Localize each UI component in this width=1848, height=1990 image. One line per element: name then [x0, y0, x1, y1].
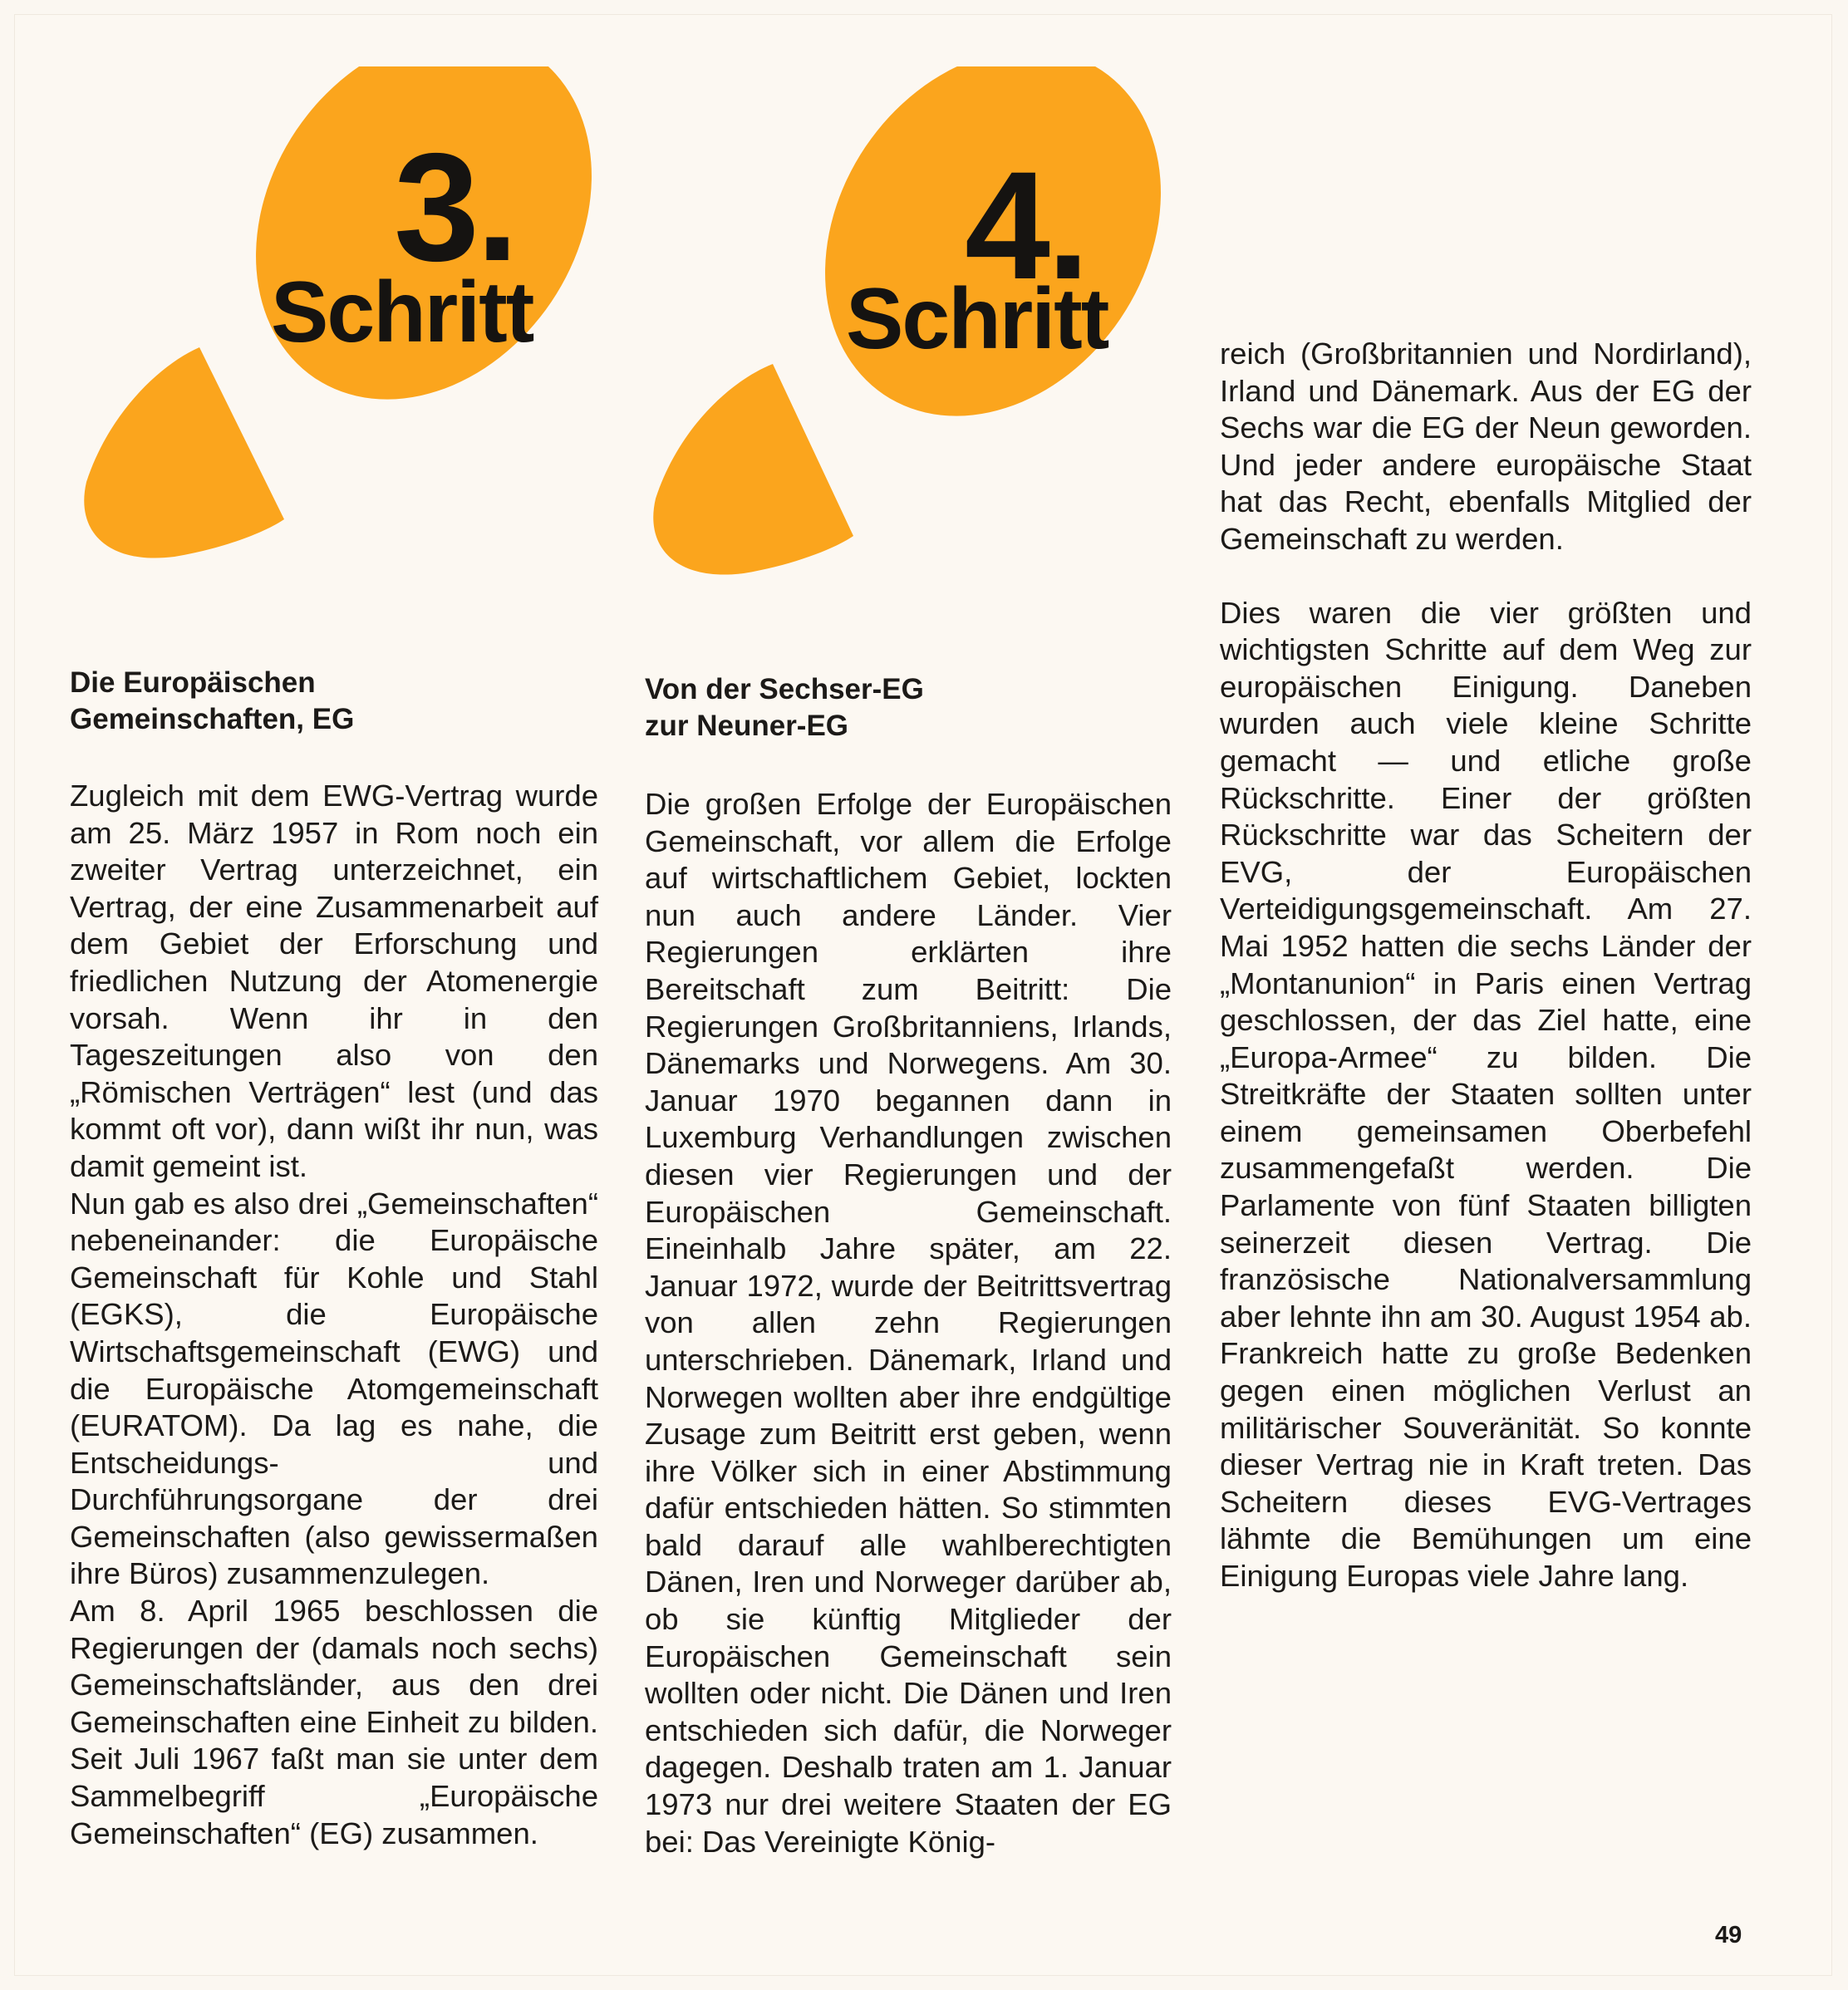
footprint-emblem-4	[644, 66, 1209, 582]
section-heading-neuner-eg	[645, 671, 1160, 744]
page-number: 49	[1715, 1922, 1742, 1948]
footprint-emblem-3	[75, 66, 640, 565]
heading-line: Von der Sechser-EG	[645, 673, 924, 705]
step-word: Schritt	[271, 264, 533, 361]
step-number: 3.	[394, 122, 516, 293]
paragraph: reich (Großbritannien und Nordirland), Irland und Dänemark. Aus der EG der Sechs war die EG der Neun geworden. Und jeder andere europäische Staat hat das Recht, ebenfalls Mitglied der Gemeinschaft zu werden.	[1220, 337, 1752, 556]
heading-line: Die Europäischen	[70, 666, 316, 699]
step-word: Schritt	[846, 271, 1108, 367]
column-middle	[645, 786, 1172, 1860]
heading-line: zur Neuner-EG	[645, 710, 849, 742]
paragraph: Die großen Erfolge der Europäischen Gemeinschaft, vor allem die Erfolge auf wirtschaftlichem Gebiet, lockten nun auch andere Länder. Vier Regierungen erklärten ihre Bereitschaft zum Beitritt: Die Regierungen Großbritanniens, Irlands, Dänemarks und Norwegens. Am 30. Januar 1970 begannen dann in Luxemburg Verhandlungen zwischen diesen vier Regierungen und der Europäischen Gemeinschaft. Eineinhalb Jahre später, am 22. Januar 1972, wurde der Beitrittsvertrag von allen zehn Regierungen unterschrieben. Dänemark, Irland und Norwegen wollten aber ihre endgültige Zusage zum Beitritt erst geben, wenn ihre Völker sich in einer Abstimmung dafür entschieden hätten. So stimmten bald darauf alle wahlberechtigten Dänen, Iren und Norweger darüber ab, ob sie künftig Mitglieder der Europäischen Gemeinschaft sein wollten oder nicht. Die Dänen und Iren entschieden sich dafür, die Norweger dagegen. Deshalb traten am 1. Januar 1973 nur drei weitere Staaten der EG bei: Das Vereinigte König-	[645, 787, 1172, 1859]
paragraph: Nun gab es also drei „Gemeinschaften“ nebeneinander: die Europäische Gemeinschaft für Kohle und Stahl (EGKS), die Europäische Wirtschaftsgemeinschaft (EWG) und die Europäische Atomgemeinschaft (EURATOM). Da lag es nahe, die Entscheidungs- und Durchführungsorgane der drei Gemeinschaften (also gewissermaßen ihre Büros) zusammenzulegen.	[70, 1186, 598, 1591]
heading-line: Gemeinschaften, EG	[70, 703, 355, 735]
paragraph: Dies waren die vier größten und wichtigsten Schritte auf dem Weg zur europäischen Einigung. Daneben wurden auch viele kleine Schritte gemacht — und etliche große Rückschritte. Einer der größten Rückschritte war das Scheitern der EVG, der Europäischen Verteidigungsgemeinschaft. Am 27. Mai 1952 hatten die sechs Länder der „Montanunion“ in Paris einen Vertrag geschlossen, der das Ziel hatte, eine „Europa-Armee“ zu bilden. Die Streitkräfte der Staaten sollten unter einem gemeinsamen Oberbefehl zusammengefaßt werden. Die Parlamente von fünf Staaten billigten seinerzeit diesen Vertrag. Die französische Nationalversammlung aber lehnte ihn am 30. August 1954 ab. Frankreich hatte zu große Bedenken gegen einen möglichen Verlust an militärischer Souveränität. So konnte dieser Vertrag nie in Kraft treten. Das Scheitern dieses EVG-Vertrages lähmte die Bemühungen um eine Einigung Europas viele Jahre lang.	[1220, 595, 1752, 1593]
section-heading-eg	[70, 665, 585, 738]
paragraph: Zugleich mit dem EWG-Vertrag wurde am 25. März 1957 in Rom noch ein zweiter Vertrag unterzeichnet, ein Vertrag, der eine Zusammenarbeit auf dem Gebiet der Erforschung und friedlichen Nutzung der Atomenergie vorsah. Wenn ihr in den Tageszeitungen also von den „Römischen Verträgen“ lest (und das kommt oft vor), dann wißt ihr nun, was damit gemeint ist.	[70, 779, 598, 1183]
paragraph: Am 8. April 1965 beschlossen die Regierungen der (damals noch sechs) Gemeinschaftsländer, aus den drei Gemeinschaften eine Einheit zu bilden. Seit Juli 1967 faßt man sie unter dem Sammelbegriff „Europäische Gemeinschaften“ (EG) zusammen.	[70, 1594, 598, 1850]
step-number: 4.	[965, 140, 1087, 312]
column-right	[1220, 336, 1752, 1595]
column-left	[70, 778, 598, 1852]
